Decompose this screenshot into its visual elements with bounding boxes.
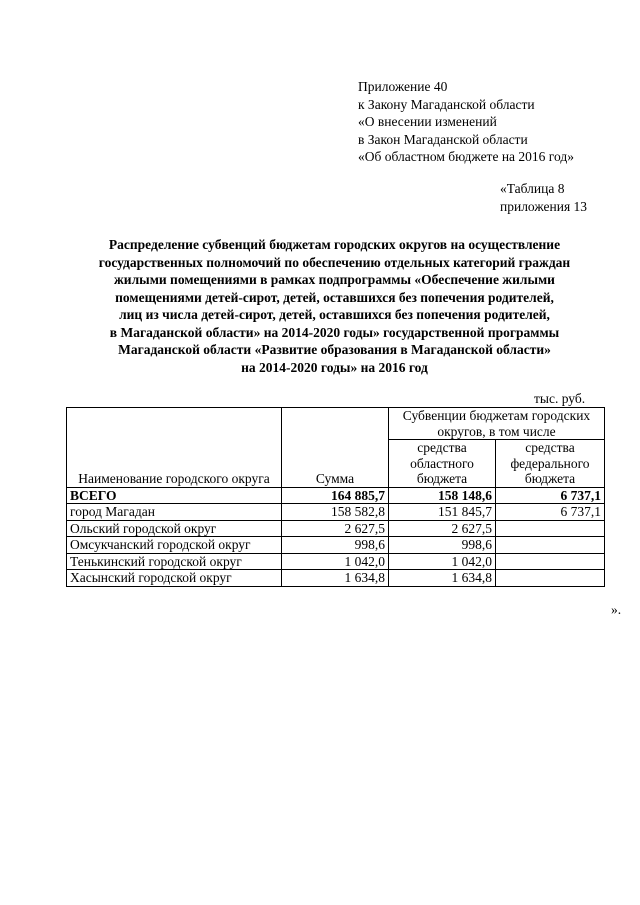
header-federal: средства федерального бюджета: [496, 440, 605, 488]
row-sum: 2 627,5: [282, 520, 389, 537]
row-sum: 1 634,8: [282, 570, 389, 587]
annex-line: в Закон Магаданской области: [358, 131, 528, 147]
header-row: [67, 408, 605, 440]
title-line: Магаданской области «Развитие образования в Магаданской области»: [118, 342, 551, 357]
row-federal: [496, 570, 605, 587]
row-name: ВСЕГО: [67, 487, 282, 504]
row-name: город Магадан: [67, 504, 282, 521]
row-name: Хасынский городской округ: [67, 570, 282, 587]
table-row: [67, 553, 605, 570]
header-sum: Сумма: [282, 408, 389, 488]
closing-quote: ».: [611, 602, 622, 617]
annex-header: [358, 78, 574, 166]
row-regional: 998,6: [389, 537, 496, 554]
table-row: [67, 570, 605, 587]
table-row: [67, 537, 605, 554]
row-regional: 151 845,7: [389, 504, 496, 521]
title-line: на 2014-2020 годы» на 2016 год: [241, 359, 428, 375]
table-ref-line: приложения 13: [500, 198, 588, 214]
header-subventions: Субвенции бюджетам городских округов, в том числе: [389, 408, 605, 440]
title-line: государственных полномочий по обеспечению отдельных категорий граждан: [98, 254, 571, 270]
row-sum: 158 582,8: [282, 504, 389, 521]
row-regional: 1 634,8: [389, 570, 496, 587]
row-regional: 2 627,5: [389, 520, 496, 537]
table-row: [67, 520, 605, 537]
row-federal: 6 737,1: [496, 487, 605, 504]
header-regional: средства областного бюджета: [389, 440, 496, 488]
table-row: [67, 504, 605, 521]
table-row-total: [67, 487, 605, 504]
unit-label: тыс. руб.: [534, 391, 586, 406]
row-regional: 1 042,0: [389, 553, 496, 570]
title-line: лиц из числа детей-сирот, детей, оставшихся без попечения родителей,: [119, 307, 550, 322]
row-name: Омсукчанский городской округ: [67, 537, 282, 554]
title-line: жилыми помещениями в рамках подпрограммы «Обеспечение жилыми: [114, 272, 555, 287]
row-federal: [496, 537, 605, 554]
title-line: в Магаданской области» на 2014-2020 годы» государственной программы: [109, 324, 560, 340]
annex-line: Приложение 40: [358, 79, 448, 94]
annex-line: «Об областном бюджете на 2016 год»: [358, 149, 574, 164]
header-name: Наименование городского округа: [67, 408, 282, 488]
annex-line: к Закону Магаданской области: [358, 96, 535, 112]
row-regional: 158 148,6: [389, 487, 496, 504]
subventions-table: [66, 407, 605, 587]
annex-line: «О внесении изменений: [358, 114, 497, 129]
row-name: Тенькинский городской округ: [67, 553, 282, 570]
document-title: [62, 236, 607, 376]
row-federal: 6 737,1: [496, 504, 605, 521]
row-federal: [496, 553, 605, 570]
row-name: Ольский городской округ: [67, 520, 282, 537]
row-sum: 1 042,0: [282, 553, 389, 570]
title-line: Распределение субвенций бюджетам городских округов на осуществление: [108, 237, 561, 252]
row-sum: 998,6: [282, 537, 389, 554]
table-ref-line: «Таблица 8: [500, 181, 565, 196]
row-federal: [496, 520, 605, 537]
table-reference: [500, 180, 587, 215]
row-sum: 164 885,7: [282, 487, 389, 504]
title-line: помещениями детей-сирот, детей, оставшихся без попечения родителей,: [115, 289, 554, 305]
